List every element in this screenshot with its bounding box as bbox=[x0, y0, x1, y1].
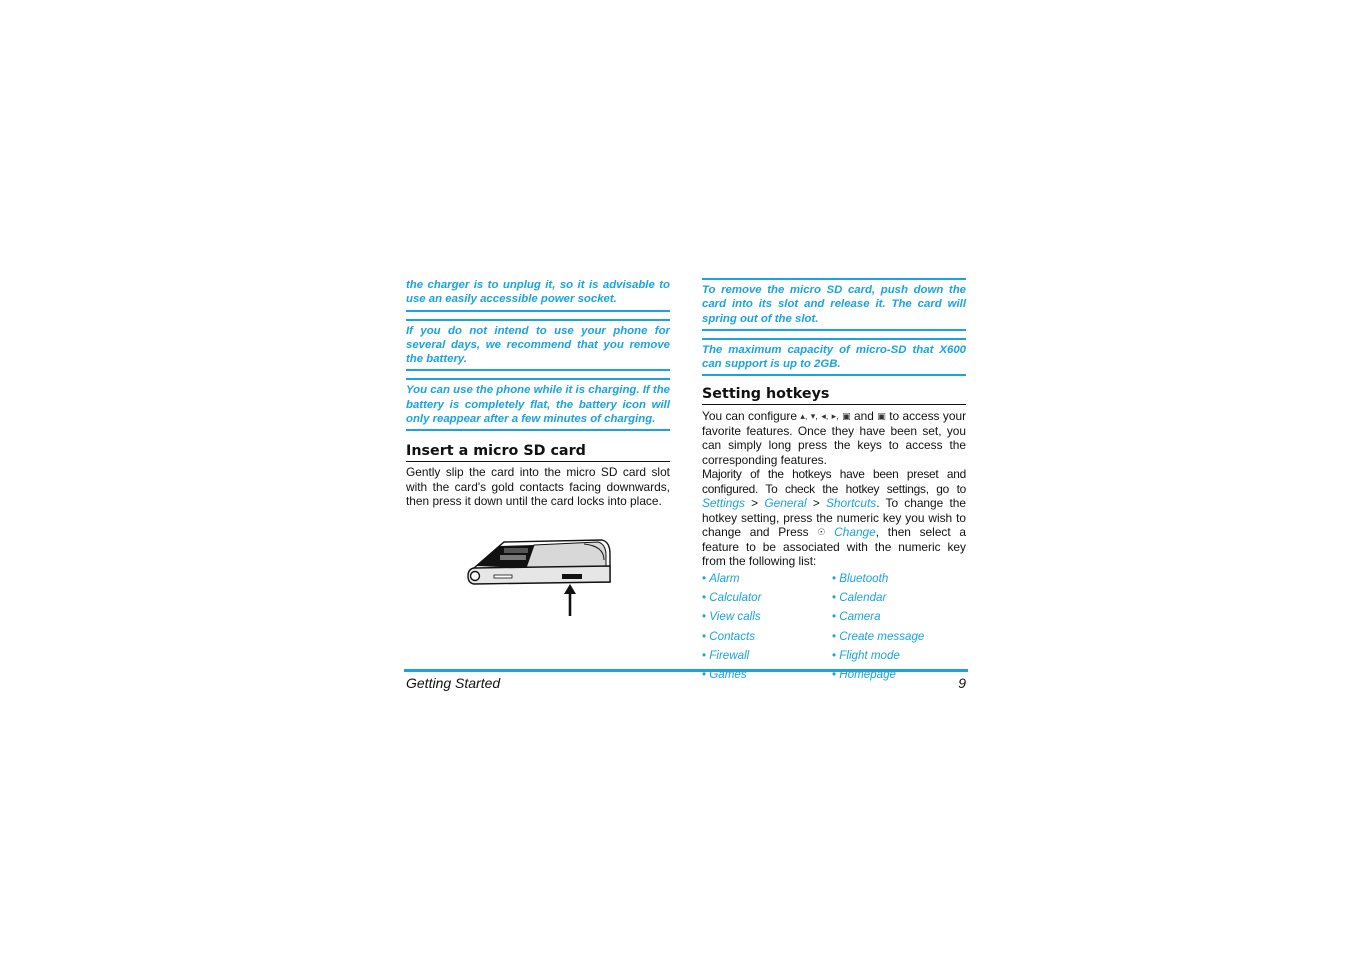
hotkeys-settings-text-c: , then select a feature to be associated with the numeric key from the following list: bbox=[702, 525, 966, 569]
note-battery-removal: If you do not intend to use your phone for several days, we recommend that you remove the battery. bbox=[406, 319, 670, 372]
list-item: • Firewall bbox=[702, 648, 832, 664]
list-item: • Create message bbox=[832, 629, 966, 645]
note-charging-use: You can use the phone while it is charging. If the battery is completely flat, the battery icon will only reappear after a few minutes of charging. bbox=[406, 378, 670, 431]
note-sd-capacity: The maximum capacity of micro-SD that X600 can support is up to 2GB. bbox=[702, 338, 966, 377]
nav-up-icon: ▴, bbox=[800, 411, 808, 422]
page-number: 9 bbox=[958, 675, 966, 691]
menu-path-settings: Settings bbox=[702, 496, 745, 511]
phone-sd-slot-illustration bbox=[464, 536, 614, 618]
insert-sd-body: Gently slip the card into the micro SD card slot with the card's gold contacts facing downwards, then press it down until the card locks into place. bbox=[406, 465, 670, 509]
footer-section-title: Getting Started bbox=[406, 675, 501, 691]
list-item: • Bluetooth bbox=[832, 571, 966, 587]
nav-right-icon: ▸, bbox=[831, 411, 839, 422]
hotkeys-intro-text-c: to access your favorite features. Once they have been set, you can simply long press the keys to access the corresponding features. bbox=[702, 409, 967, 467]
list-item: • Games bbox=[702, 667, 832, 683]
note-charger: the charger is to unplug it, so it is advisable to use an easily accessible power socket. bbox=[406, 278, 670, 312]
list-item: • Contacts bbox=[702, 629, 832, 645]
hotkeys-intro-text-a: You can configure bbox=[702, 409, 797, 424]
ok-key-icon: ☉ bbox=[817, 527, 826, 538]
menu-path-general: General bbox=[764, 496, 807, 511]
page-footer bbox=[404, 669, 968, 691]
left-column bbox=[406, 278, 670, 509]
list-item: • Flight mode bbox=[832, 648, 966, 664]
right-softkey-icon: ▣ bbox=[877, 411, 886, 422]
right-column bbox=[702, 278, 966, 683]
hotkeys-settings-text-b: . To change the hotkey setting, press the numeric key you wish to change and Press bbox=[702, 496, 966, 540]
menu-path-separator-2: > bbox=[812, 496, 820, 511]
hotkeys-intro-text-b: and bbox=[854, 409, 874, 424]
section-title-hotkeys: Setting hotkeys bbox=[702, 386, 966, 405]
hotkey-feature-list bbox=[702, 571, 966, 683]
left-softkey-icon: ▣ bbox=[842, 411, 851, 422]
menu-path-shortcuts: Shortcuts bbox=[826, 496, 877, 511]
note-remove-sd: To remove the micro SD card, push down the card into its slot and release it. The card will spring out of the slot. bbox=[702, 278, 966, 331]
list-item: • View calls bbox=[702, 609, 832, 625]
list-item: • Camera bbox=[832, 609, 966, 625]
nav-down-icon: ▾, bbox=[810, 411, 818, 422]
list-item: • Calendar bbox=[832, 590, 966, 606]
list-item: • Alarm bbox=[702, 571, 832, 587]
menu-option-change: Change bbox=[834, 525, 876, 540]
list-item: • Calculator bbox=[702, 590, 832, 606]
hotkeys-settings-text-a: Majority of the hotkeys have been preset and configured. To check the hotkey settings, go to bbox=[702, 467, 966, 496]
section-title-insert-sd: Insert a micro SD card bbox=[406, 443, 670, 462]
hotkeys-settings-paragraph bbox=[702, 467, 966, 569]
hotkeys-intro bbox=[702, 409, 966, 467]
menu-path-separator-1: > bbox=[751, 496, 759, 511]
nav-left-icon: ◂, bbox=[821, 411, 829, 422]
list-item: • Homepage bbox=[832, 667, 966, 683]
